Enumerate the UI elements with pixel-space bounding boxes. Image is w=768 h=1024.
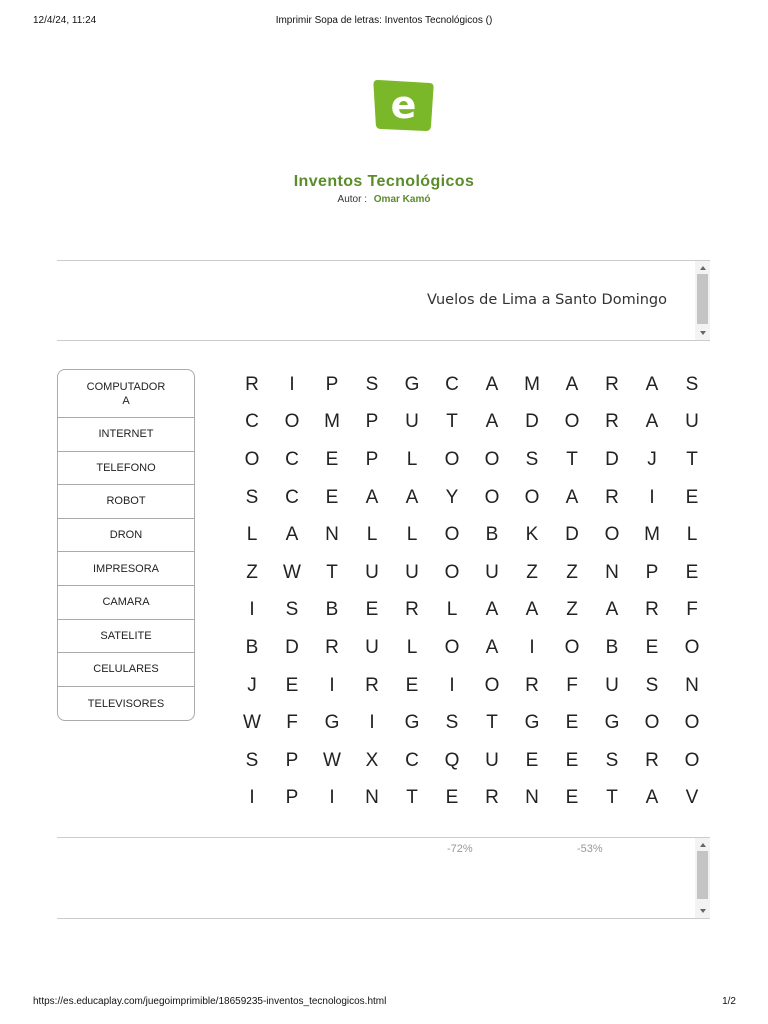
word-list-item: INTERNET — [58, 418, 194, 452]
grid-letter[interactable]: A — [485, 599, 499, 621]
footer-page-number: 1/2 — [722, 996, 736, 1007]
grid-letter[interactable]: R — [645, 749, 659, 771]
grid-letter[interactable]: S — [245, 486, 259, 508]
author-line — [0, 194, 768, 205]
grid-letter[interactable]: V — [685, 787, 699, 809]
grid-letter[interactable]: O — [484, 486, 500, 508]
grid-letter[interactable]: O — [644, 712, 660, 734]
word-list — [57, 369, 195, 721]
grid-letter[interactable]: A — [485, 373, 499, 395]
grid-letter[interactable]: E — [565, 712, 579, 734]
grid-letter[interactable]: Z — [566, 561, 578, 583]
grid-letter[interactable]: U — [485, 749, 499, 771]
grid-letter[interactable]: F — [566, 674, 578, 696]
grid-letter[interactable]: F — [286, 712, 298, 734]
educaplay-logo-icon — [372, 78, 435, 133]
grid-letter[interactable]: A — [285, 524, 299, 546]
grid-letter[interactable]: A — [645, 411, 659, 433]
grid-letter[interactable]: O — [444, 636, 460, 658]
scroll-thumb[interactable] — [697, 274, 708, 324]
grid-letter[interactable]: T — [606, 787, 618, 809]
grid-letter[interactable]: C — [245, 411, 259, 433]
grid-letter[interactable]: I — [649, 486, 655, 508]
grid-letter[interactable]: N — [605, 561, 619, 583]
grid-letter[interactable]: A — [485, 636, 499, 658]
grid-letter[interactable]: G — [404, 373, 420, 395]
grid-letter[interactable]: O — [244, 448, 260, 470]
grid-letter[interactable]: P — [365, 448, 379, 470]
grid-letter[interactable]: U — [405, 411, 419, 433]
ad-text[interactable]: Vuelos de Lima a Santo Domingo — [427, 292, 667, 308]
grid-letter[interactable]: L — [446, 599, 458, 621]
grid-letter[interactable]: A — [645, 373, 659, 395]
ad-scrollbar[interactable] — [695, 261, 710, 340]
grid-letter[interactable]: A — [525, 599, 539, 621]
scroll-down-icon[interactable] — [700, 909, 706, 913]
grid-letter[interactable]: E — [645, 636, 659, 658]
word-list-item: CAMARA — [58, 586, 194, 620]
grid-letter[interactable]: O — [284, 411, 300, 433]
grid-letter[interactable]: D — [285, 636, 299, 658]
grid-letter[interactable]: C — [445, 373, 459, 395]
grid-letter[interactable]: G — [404, 712, 420, 734]
grid-letter[interactable]: E — [405, 674, 419, 696]
grid-letter[interactable]: B — [485, 524, 499, 546]
grid-letter[interactable]: M — [324, 411, 340, 433]
grid-letter[interactable]: R — [605, 486, 619, 508]
grid-letter[interactable]: T — [326, 561, 338, 583]
grid-letter[interactable]: Z — [246, 561, 258, 583]
grid-letter[interactable]: E — [445, 787, 459, 809]
grid-letter[interactable]: R — [485, 787, 499, 809]
grid-letter[interactable]: G — [324, 712, 340, 734]
grid-letter[interactable]: U — [485, 561, 499, 583]
grid-letter[interactable]: E — [565, 787, 579, 809]
grid-letter[interactable]: L — [366, 524, 378, 546]
grid-letter[interactable]: Z — [566, 599, 578, 621]
word-list-item: DRON — [58, 519, 194, 553]
grid-letter[interactable]: A — [605, 599, 619, 621]
grid-letter[interactable]: R — [325, 636, 339, 658]
print-page-title: Imprimir Sopa de letras: Inventos Tecnológicos () — [275, 15, 493, 26]
grid-letter[interactable]: O — [444, 448, 460, 470]
grid-letter[interactable]: W — [323, 749, 341, 771]
word-list-item: IMPRESORA — [58, 552, 194, 586]
grid-letter[interactable]: E — [685, 486, 699, 508]
grid-letter[interactable]: O — [564, 411, 580, 433]
ad-scrollbar[interactable] — [695, 838, 710, 918]
grid-letter[interactable]: O — [484, 448, 500, 470]
grid-letter[interactable]: U — [605, 674, 619, 696]
grid-letter[interactable]: D — [565, 524, 579, 546]
grid-letter[interactable]: I — [329, 674, 335, 696]
grid-letter[interactable]: P — [645, 561, 659, 583]
grid-letter[interactable]: L — [406, 524, 418, 546]
grid-letter[interactable]: K — [525, 524, 539, 546]
grid-letter[interactable]: S — [285, 599, 299, 621]
ad-banner-top[interactable] — [57, 260, 710, 341]
grid-letter[interactable]: A — [565, 486, 579, 508]
grid-letter[interactable]: J — [647, 448, 657, 470]
grid-letter[interactable]: U — [405, 561, 419, 583]
grid-letter[interactable]: D — [525, 411, 539, 433]
grid-letter[interactable]: E — [565, 749, 579, 771]
grid-letter[interactable]: T — [566, 448, 578, 470]
grid-letter[interactable]: E — [525, 749, 539, 771]
grid-letter[interactable]: C — [285, 448, 299, 470]
scroll-up-icon[interactable] — [700, 843, 706, 847]
grid-letter[interactable]: O — [684, 712, 700, 734]
grid-letter[interactable]: S — [645, 674, 659, 696]
grid-letter[interactable]: E — [365, 599, 379, 621]
grid-letter[interactable]: I — [329, 787, 335, 809]
word-list-item: COMPUTADOR A — [58, 370, 194, 418]
grid-letter[interactable]: G — [524, 712, 540, 734]
grid-letter[interactable]: N — [685, 674, 699, 696]
grid-letter[interactable]: O — [684, 749, 700, 771]
grid-letter[interactable]: X — [365, 749, 379, 771]
grid-letter[interactable]: L — [246, 524, 258, 546]
grid-letter[interactable]: I — [249, 787, 255, 809]
author-label: Autor : — [337, 194, 367, 205]
grid-letter[interactable]: P — [325, 373, 339, 395]
grid-letter[interactable]: I — [249, 599, 255, 621]
grid-letter[interactable]: O — [524, 486, 540, 508]
ad-banner-bottom[interactable] — [57, 837, 710, 919]
grid-letter[interactable]: I — [449, 674, 455, 696]
word-list-item: SATELITE — [58, 620, 194, 654]
grid-letter[interactable]: L — [406, 636, 418, 658]
grid-letter[interactable]: O — [444, 561, 460, 583]
grid-letter[interactable]: L — [686, 524, 698, 546]
grid-letter[interactable]: W — [243, 712, 261, 734]
grid-letter[interactable]: E — [285, 674, 299, 696]
grid-letter[interactable]: U — [365, 561, 379, 583]
grid-letter[interactable]: B — [245, 636, 259, 658]
grid-letter[interactable]: U — [685, 411, 699, 433]
grid-letter[interactable]: P — [285, 749, 299, 771]
grid-letter[interactable]: T — [486, 712, 498, 734]
scroll-up-icon[interactable] — [700, 266, 706, 270]
letter-grid — [232, 366, 712, 817]
grid-letter[interactable]: F — [686, 599, 698, 621]
grid-letter[interactable]: S — [605, 749, 619, 771]
word-list-item: TELEFONO — [58, 452, 194, 486]
grid-letter[interactable]: A — [365, 486, 379, 508]
grid-letter[interactable]: L — [406, 448, 418, 470]
grid-letter[interactable]: R — [605, 411, 619, 433]
grid-letter[interactable]: A — [645, 787, 659, 809]
grid-letter[interactable]: S — [685, 373, 699, 395]
footer-url: https://es.educaplay.com/juegoimprimible/18659235-inventos_tecnologicos.html — [33, 996, 387, 1007]
grid-letter[interactable]: P — [365, 411, 379, 433]
grid-letter[interactable]: N — [525, 787, 539, 809]
grid-letter[interactable]: I — [369, 712, 375, 734]
grid-letter[interactable]: N — [365, 787, 379, 809]
scroll-down-icon[interactable] — [700, 331, 706, 335]
grid-letter[interactable]: J — [247, 674, 257, 696]
grid-letter[interactable]: T — [406, 787, 418, 809]
grid-letter[interactable]: P — [285, 787, 299, 809]
grid-letter[interactable]: A — [405, 486, 419, 508]
grid-letter[interactable]: T — [686, 448, 698, 470]
grid-letter[interactable]: D — [605, 448, 619, 470]
word-list-item: CELULARES — [58, 653, 194, 687]
discount-badge[interactable]: -72% — [447, 843, 473, 855]
grid-letter[interactable]: R — [365, 674, 379, 696]
page-title: Inventos Tecnológicos — [293, 173, 475, 190]
grid-letter[interactable]: R — [405, 599, 419, 621]
scroll-thumb[interactable] — [697, 851, 708, 899]
grid-letter[interactable]: E — [325, 448, 339, 470]
grid-letter[interactable]: S — [245, 749, 259, 771]
grid-letter[interactable]: O — [484, 674, 500, 696]
grid-letter[interactable]: M — [644, 524, 660, 546]
grid-letter[interactable]: M — [524, 373, 540, 395]
print-header — [0, 15, 768, 29]
print-datetime: 12/4/24, 11:24 — [33, 15, 97, 26]
grid-letter[interactable]: O — [444, 524, 460, 546]
grid-letter[interactable]: C — [285, 486, 299, 508]
grid-letter[interactable]: U — [365, 636, 379, 658]
grid-letter[interactable]: R — [525, 674, 539, 696]
grid-letter[interactable]: B — [605, 636, 619, 658]
grid-letter[interactable]: Y — [445, 486, 459, 508]
svg-text:e: e — [390, 83, 417, 127]
discount-badge[interactable]: -53% — [577, 843, 603, 855]
grid-letter[interactable]: E — [325, 486, 339, 508]
grid-letter[interactable]: R — [245, 373, 259, 395]
grid-letter[interactable]: I — [289, 373, 295, 395]
grid-letter[interactable]: R — [645, 599, 659, 621]
grid-letter[interactable]: W — [283, 561, 301, 583]
author-name[interactable]: Omar Kamó — [373, 194, 431, 205]
grid-letter[interactable]: B — [325, 599, 339, 621]
grid-letter[interactable]: S — [525, 448, 539, 470]
grid-letter[interactable]: C — [405, 749, 419, 771]
word-list-item: TELEVISORES — [87, 697, 165, 710]
grid-letter[interactable]: A — [565, 373, 579, 395]
grid-letter[interactable]: Z — [526, 561, 538, 583]
grid-letter[interactable]: N — [325, 524, 339, 546]
grid-letter[interactable]: E — [685, 561, 699, 583]
grid-letter[interactable]: O — [564, 636, 580, 658]
grid-letter[interactable]: R — [605, 373, 619, 395]
grid-letter[interactable]: S — [445, 712, 459, 734]
grid-letter[interactable]: I — [529, 636, 535, 658]
grid-letter[interactable]: Q — [444, 749, 460, 771]
word-list-item: ROBOT — [58, 485, 194, 519]
grid-letter[interactable]: T — [446, 411, 458, 433]
grid-letter[interactable]: S — [365, 373, 379, 395]
grid-letter[interactable]: G — [604, 712, 620, 734]
grid-letter[interactable]: O — [684, 636, 700, 658]
grid-letter[interactable]: O — [604, 524, 620, 546]
grid-letter[interactable]: A — [485, 411, 499, 433]
